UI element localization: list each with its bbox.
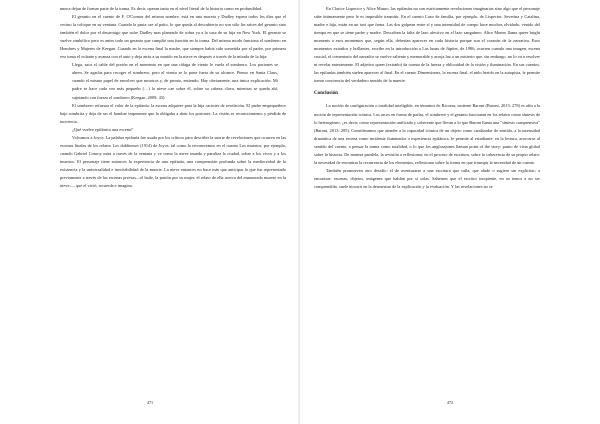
right-page (300, 0, 600, 424)
paragraph: Volvamos a Joyce. La palabra epifanía fue usada por los críticos para describir la suerte de revelaciones que ocurren en las escenas finales de los relatos Los dublineses (1914) de Joyce, tal como la reconocemos en el cuento Los muertos, por ejemplo, cuando Gabriel Conroy mira a través de la ventana y ve como la nieve inunda y paraliza la ciudad, sobre a los vivos y a los muertos. El personaje tiene entonces la experiencia de una epifanía, una comprensión profunda sobre la mediocridad de la existencia y la universalidad e inevitabilidad de la muerte. La nieve entonces no hace más que anticipar lo que fue representado previamente a través de las escenas previas—el baile, la pasión por su mujer, el relato de ella acerca del enamorado muerto en la nieve—, que el vivió, recuerda e imagina. (60, 134, 286, 189)
paragraph: El geranio en el cuento de F. O'Connor del mismo nombre, está en una maceta y Dudley espera todos los días que el vecino la coloque en su ventana. Cuando la pasta cae al patio, lo que queda al descubierto no son sólo las raíces del geranio sino también el dolor por el desarraigo que sufre Dudley mas planeado de sobra ya a la casa de su hija en New York. El geranio se vuelve simbólico pero es antes todo un geranio que cumplió una función en la trama. Del mismo modo funciona el sombrero en Hombres y Mujeres de Keegan. Cuando en la escena final la madre, que siempre había sido sometida por el padre, por primera vez toma el volante y avanza con el auto y deja atrás a su marido en la nieve es después a través de la mirada de la hija: (60, 14, 286, 60)
paragraph: La noción de configuración o totalidad inteligible, en términos de Ricoeur, sostiene Baroni (Baroni, 2013: 278) es afín a la noción de representación icónica. Los arcos en forma de parlas, el sombrero y el geranio funcionan en los relatos como síntesis de lo heterogéneo, ¿es decir, como representación unificada y coherente que llevan a lo que Baroni llama una "síntesis comprensiva" (Baroni, 2013: 285). Consideramos que atender a la capacidad icónica de un objeto como catalizador de sentido, a la intensidad dramática de una escena como incidente iluminador o experiencia epifánica, le permite al estudiante, en la lectura, acercarse al sentido del cuento, a pensar la trama como totalidad, o lo que los anglosajones llaman point of the story: punto de vista global sobre la historia. De manera paralela, la revisión a reflexionar, en el proceso de escritura, sobre la coherencia de su propio relato: la necesidad de encontrar la recurrencia de los elementos, reflexionar sobre la forma en que irrumpir la necesidad de un cuento. (314, 103, 540, 165)
paragraph: El sombrero refuerza el valor de la epifanía: la escena adquiere para la hija carácter de revelación. El padre empequeñece bajo sombrita y deja de ser el hombre imponente que la obligaba a abrir los portones. La visión es reconocimiento y pérdida de inocencia. (60, 102, 286, 124)
paragraph: nunca dejan de formar parte de la trama. Es decir, operan tanto en el nivel literal de la historia como en profundidad. (60, 6, 263, 11)
block-quote: Llega, saca el cable del portón en el momento en que una ráfaga de viento le vuela el sombrero. Los portones se abren. Se agacha para recoger el sombrero, pero el viento se lo pone fuera de su alcance. Pienso en Santa Claus, cuando el mismo papel de envolver que nosotros y, de pronto, entiendo. Hay obviamente, una única explicación. Mi padre se hace cada vez más pequeño (…) la nieve cae sobre él, sobre su cabeza clava, mientras se queda ahí, sujetando con fuerza el sombrero (Keegan, 2009: 43) (72, 62, 278, 100)
paragraph: También promueven otro desafío: el de aventurarse a una escritura que calla, que alude o sugiere sin explicitar; a encontrar: escenas, objetos, imágenes que hablan por sí solas. Sabemos que el escritor incipiente, en su temor a no ser comprendido, suele incurrir en la desmesura de la explicación y la evaluación. Y las revelaciones no se (314, 167, 540, 189)
paragraph: En Clarice Lispector y Alice Munro, las epifanías no son estrictamente revelaciones imaginarias sino algo que el personaje sabe íntimamente pero le es imposible trasmitir. En el cuento Lazo de familia, por ejemplo, de Lispector, Severina y Catalina, madre e hija, están en un taxi que frena. Las dos golpean entre sí y una intensidad de cuerpo hace muchos olvidado, venido del tiempo en que se tiene padre y madre. Describen la falta de lazo afectivo en el lazo sanguíneo. Alice Munro llama queer bright moments a esos momentos que, según ella, deberían aparecer en cada historia porque son el corazón de la narrativa. Esos momentos extraños y brillantes, escribe en la introducción a Las lunas de Júpiter, de 1986, ocurren cuando una imagen, escena crucial, el comentario del narrador se vuelve saliente y memorable y arroja luz a un misterio que, sin embargo, no lo va a resolver ni revelar enteramente. El adjetivo queer (extraño) da cuenta de la fuerza y oblicuidad de la visión y iluminación. En sus cuentos, las epifanías también suelen aparecer al final. En el cuento Dimensiones, la escena final, el niño herido en la autopista, le permite tomar conciencia del verdadero sentido de la muerte. (314, 6, 540, 84)
paragraph: ¿Qué vuelve epifánica una escena? (72, 126, 133, 132)
section-heading: Conclusión (314, 91, 338, 97)
page-number: 471 (146, 400, 154, 405)
page-number: 472 (446, 400, 454, 405)
